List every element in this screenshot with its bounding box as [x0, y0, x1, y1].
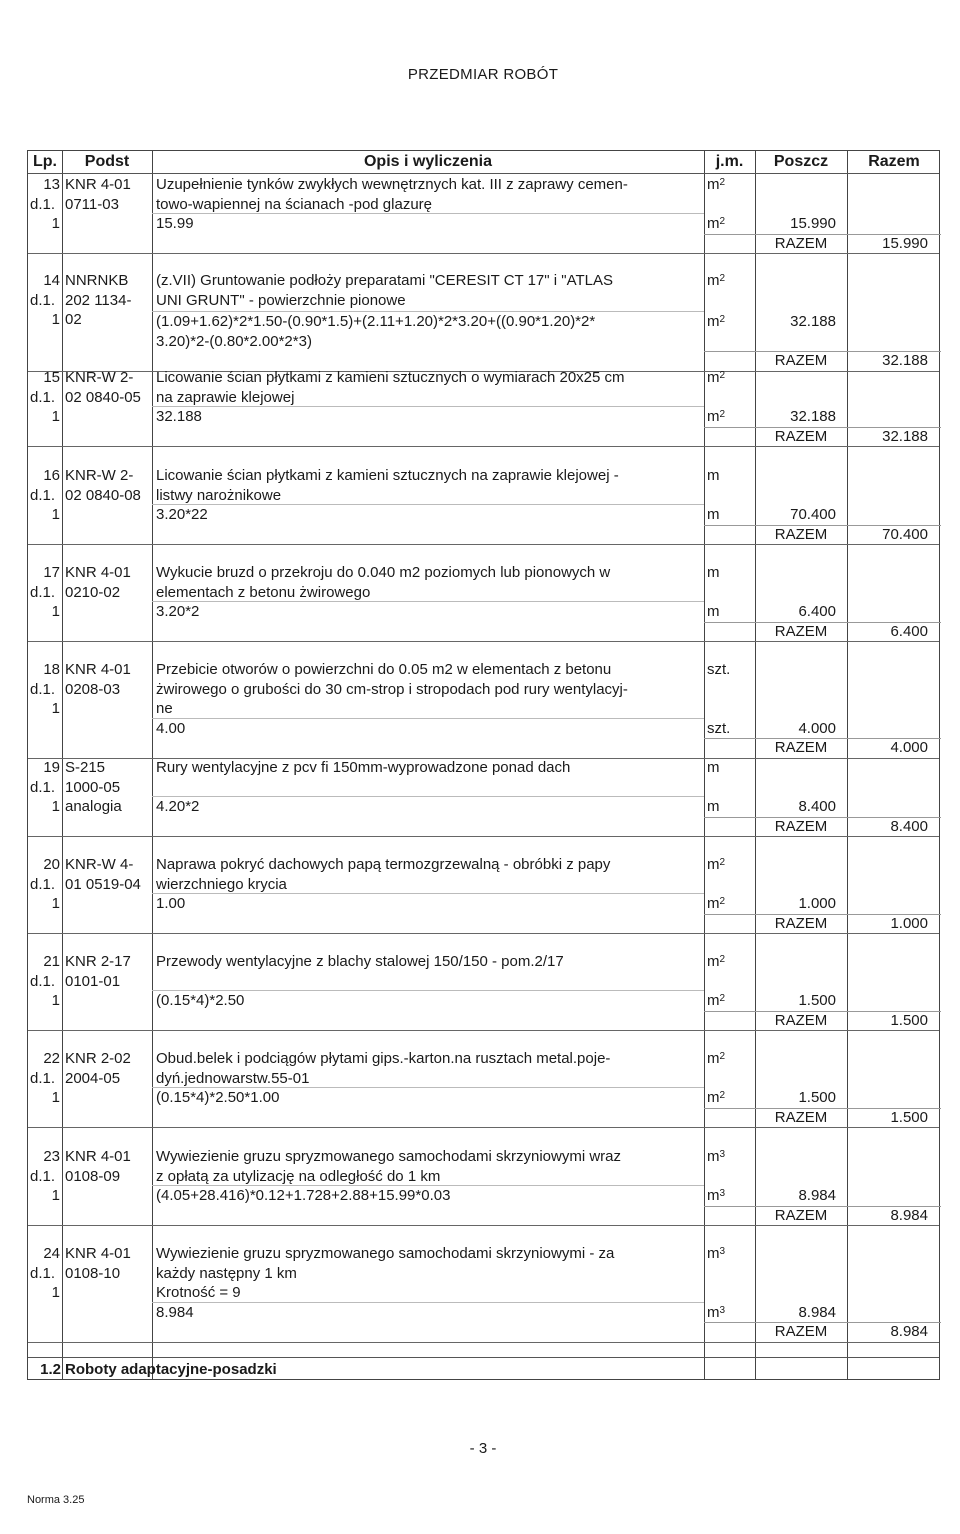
row-number: 20: [43, 856, 60, 873]
partial-quantity: 1.000: [798, 895, 836, 912]
row-rule: [28, 446, 939, 447]
calc-unit-exponent: 2: [719, 896, 726, 907]
calc-unit-label: [707, 312, 725, 331]
razem-separator: [704, 234, 941, 235]
razem-label: RAZEM: [774, 622, 828, 640]
razem-label: RAZEM: [774, 1323, 828, 1340]
podst-line: KNR 4-01: [65, 661, 131, 678]
razem-separator: [704, 622, 941, 623]
razem-label: RAZEM: [774, 234, 828, 252]
description-line: dyń.jednowarstw.55-01: [156, 1069, 310, 1087]
partial-quantity: 1.500: [798, 992, 836, 1009]
row-number: 19: [43, 759, 60, 776]
calc-unit-exponent: 2: [719, 409, 726, 420]
row-number: 14: [43, 272, 60, 289]
row-rule: [28, 1030, 939, 1031]
razem-value: 1.500: [890, 1108, 928, 1126]
header-razem: Razem: [868, 153, 920, 170]
calc-unit-text: m: [707, 313, 720, 330]
calc-unit-exponent: 2: [719, 216, 726, 227]
unit-text: m: [707, 1050, 720, 1067]
razem-label: RAZEM: [774, 1011, 828, 1029]
unit-exponent: 2: [719, 273, 726, 284]
podst-line: 202 1134-: [65, 291, 132, 309]
col-divider: [847, 151, 848, 1379]
podst-line: KNR-W 2-: [65, 369, 134, 386]
description-line: Obud.belek i podciągów płytami gips.-karton.na rusztach metal.poje-: [156, 1050, 611, 1067]
row-sub-number: 1: [51, 311, 60, 328]
calc-unit-text: m: [707, 603, 720, 620]
razem-value: 8.984: [890, 1206, 928, 1224]
description-line: (z.VII) Gruntowanie podłoży preparatami "CERESIT CT 17" i "ATLAS: [156, 272, 613, 289]
partial-quantity: 6.400: [798, 603, 836, 620]
calc-unit-label: [707, 991, 725, 1010]
calc-unit-label: [707, 407, 725, 426]
razem-separator: [704, 1206, 941, 1207]
calc-unit-exponent: 2: [719, 314, 726, 325]
row-sub-number: 1: [51, 1284, 60, 1301]
calc-unit-text: m: [707, 1187, 720, 1204]
calc-unit-text: m: [707, 798, 720, 815]
razem-separator: [704, 1322, 941, 1323]
section-number: 1.2: [40, 1361, 61, 1378]
calculation-line: 15.99: [156, 215, 194, 232]
calc-separator: [152, 1302, 704, 1303]
calculation-line: 3.20*22: [156, 506, 208, 523]
partial-quantity: 70.400: [790, 506, 836, 523]
description-line: Uzupełnienie tynków zwykłych wewnętrznych kat. III z zaprawy cemen-: [156, 176, 628, 193]
razem-separator: [704, 1108, 941, 1109]
razem-value: 32.188: [882, 352, 928, 369]
description-line: wierzchniego krycia: [156, 875, 287, 893]
unit-label: [707, 175, 725, 194]
row-rule: [28, 641, 939, 642]
row-rule: [28, 544, 939, 545]
calc-unit-exponent: 3: [719, 1304, 726, 1316]
row-rule: [28, 1127, 939, 1128]
header-jm: j.m.: [715, 153, 744, 170]
unit-label: [707, 1244, 725, 1263]
description-line: listwy narożnikowe: [156, 486, 282, 504]
partial-quantity: 15.990: [790, 215, 836, 232]
calc-separator: [152, 213, 704, 214]
row-number: 24: [43, 1245, 60, 1262]
col-divider: [704, 151, 705, 1379]
row-number: 17: [43, 564, 60, 581]
podst-line: 0208-03: [65, 680, 121, 698]
unit-label: [707, 1049, 725, 1068]
description-line: Krotność = 9: [156, 1284, 241, 1301]
razem-value: 8.984: [890, 1323, 928, 1340]
razem-label: RAZEM: [774, 739, 828, 756]
calc-unit-label: [707, 797, 720, 816]
razem-label: RAZEM: [774, 352, 828, 369]
podst-line: S-215: [65, 759, 106, 776]
partial-quantity: 8.984: [798, 1303, 836, 1321]
unit-exponent: 2: [719, 177, 726, 188]
description-line: towo-wapiennej na ścianach -pod glazurę: [156, 195, 433, 213]
row-sub-number: 1: [51, 603, 60, 620]
row-d-label: d.1.: [30, 583, 56, 601]
page-number: - 3 -: [469, 1440, 497, 1457]
podst-line: KNR 4-01: [65, 176, 131, 193]
row-d-label: d.1.: [30, 291, 56, 309]
unit-text: m: [707, 1148, 720, 1165]
calc-unit-text: m: [707, 215, 720, 232]
calc-separator: [152, 1185, 704, 1186]
row-number: 16: [43, 467, 60, 484]
podst-line: KNR-W 2-: [65, 467, 134, 484]
podst-line: 01 0519-04: [65, 875, 141, 893]
unit-label: [707, 952, 725, 971]
partial-quantity: 4.000: [798, 719, 836, 737]
row-d-label: d.1.: [30, 972, 56, 990]
header-podst: Podst: [84, 153, 130, 170]
podst-line: 2004-05: [65, 1069, 121, 1087]
razem-value: 4.000: [890, 739, 928, 756]
calc-unit-text: m: [707, 408, 720, 425]
razem-separator: [704, 525, 941, 526]
unit-text: m: [707, 856, 720, 873]
unit-label: [707, 466, 720, 485]
row-number: 13: [43, 176, 60, 193]
unit-label: [707, 758, 720, 777]
razem-separator: [704, 351, 941, 352]
calc-unit-label: [707, 719, 730, 738]
unit-label: [707, 855, 725, 874]
unit-text: m: [707, 272, 720, 289]
section-rule: [28, 1357, 939, 1358]
description-line: Przebicie otworów o powierzchni do 0.05 m2 w elementach z betonu: [156, 661, 612, 678]
unit-exponent: 3: [719, 1149, 726, 1160]
podst-line: 0711-03: [65, 195, 119, 213]
row-number: 23: [43, 1148, 60, 1165]
calc-unit-label: [707, 602, 720, 621]
header-lp: Lp.: [33, 153, 57, 170]
row-d-label: d.1.: [30, 486, 56, 504]
unit-text: m: [707, 467, 720, 484]
header-rule: [28, 173, 939, 174]
description-line: Wykucie bruzd o przekroju do 0.040 m2 poziomych lub pionowych w: [156, 564, 611, 581]
podst-line: NNRNKB: [65, 272, 129, 289]
col-divider: [152, 151, 153, 1379]
unit-label: [707, 563, 720, 582]
row-d-label: d.1.: [30, 1167, 56, 1185]
row-d-label: d.1.: [30, 1264, 56, 1282]
calc-unit-text: m: [707, 1303, 720, 1321]
calc-unit-text: m: [707, 1089, 720, 1106]
description-line: każdy następny 1 km: [156, 1264, 297, 1282]
calc-separator: [152, 601, 704, 602]
podst-line: 1000-05: [65, 778, 121, 796]
calculation-line: (4.05+28.416)*0.12+1.728+2.88+15.99*0.03: [156, 1187, 451, 1204]
row-sub-number: 1: [51, 895, 60, 912]
unit-text: m: [707, 369, 720, 386]
unit-text: m: [707, 759, 720, 776]
description-line: elementach z betonu żwirowego: [156, 583, 371, 601]
podst-line: 0108-10: [65, 1264, 121, 1282]
podst-line: KNR 4-01: [65, 1245, 131, 1262]
calc-unit-text: szt.: [707, 719, 731, 737]
description-line: Rury wentylacyjne z pcv fi 150mm-wyprowadzone ponad dach: [156, 759, 571, 776]
razem-value: 8.400: [890, 817, 928, 835]
podst-line: KNR-W 4-: [65, 856, 134, 873]
partial-quantity: 32.188: [790, 313, 836, 330]
razem-label: RAZEM: [774, 817, 828, 835]
podst-line: 02: [65, 311, 82, 328]
calculation-line: 3.20*2: [156, 603, 200, 620]
partial-quantity: 8.400: [798, 798, 836, 815]
calc-unit-label: [707, 1088, 725, 1107]
podst-line: 0108-09: [65, 1167, 121, 1185]
calculation-line: 4.20*2: [156, 798, 200, 815]
razem-value: 1.500: [890, 1011, 928, 1029]
description-line: z opłatą za utylizację na odległość do 1 km: [156, 1167, 441, 1185]
row-number: 18: [43, 661, 60, 678]
row-rule: [28, 253, 939, 254]
calc-separator: [152, 406, 704, 407]
unit-label: [707, 368, 725, 387]
col-divider: [62, 151, 63, 1379]
description-line: żwirowego o grubości do 30 cm-strop i stropodach pod rury wentylacyj-: [156, 680, 628, 698]
razem-value: 6.400: [890, 622, 928, 640]
description-line: Licowanie ścian płytkami z kamieni sztucznych na zaprawie klejowej -: [156, 467, 619, 484]
row-sub-number: 1: [51, 215, 60, 232]
podst-line: KNR 2-17: [65, 953, 131, 970]
row-sub-number: 1: [51, 408, 60, 425]
calc-unit-label: [707, 214, 725, 233]
description-line: ne: [156, 700, 173, 717]
unit-label: [707, 271, 725, 290]
razem-label: RAZEM: [774, 914, 828, 932]
description-line: Licowanie ścian płytkami z kamieni sztucznych o wymiarach 20x25 cm: [156, 369, 625, 386]
row-d-label: d.1.: [30, 388, 56, 406]
podst-line: KNR 2-02: [65, 1050, 131, 1067]
unit-text: m: [707, 564, 720, 581]
row-d-label: d.1.: [30, 680, 56, 698]
row-rule: [28, 1225, 939, 1226]
podst-line: 02 0840-05: [65, 388, 141, 406]
section-title: Roboty adaptacyjne-posadzki: [65, 1361, 277, 1378]
podst-line: 0101-01: [65, 972, 121, 990]
razem-separator: [704, 427, 941, 428]
calculation-line: 8.984: [156, 1303, 194, 1321]
row-d-label: d.1.: [30, 1069, 56, 1087]
calc-unit-text: m: [707, 506, 720, 523]
razem-label: RAZEM: [774, 1108, 828, 1126]
description-line: Przewody wentylacyjne z blachy stalowej 150/150 - pom.2/17: [156, 953, 564, 970]
row-d-label: d.1.: [30, 778, 56, 796]
row-rule: [28, 1342, 939, 1343]
podst-line: KNR 4-01: [65, 564, 131, 581]
description-line: Wywiezienie gruzu spryzmowanego samochodami skrzyniowymi wraz: [156, 1148, 622, 1165]
unit-text: m: [707, 1245, 720, 1262]
razem-label: RAZEM: [774, 427, 828, 445]
row-number: 21: [43, 953, 60, 970]
calc-unit-label: [707, 505, 720, 524]
unit-exponent: 2: [719, 857, 726, 868]
calculation-line: (0.15*4)*2.50: [156, 992, 245, 1009]
partial-quantity: 8.984: [798, 1187, 836, 1204]
row-sub-number: 1: [51, 992, 60, 1009]
partial-quantity: 32.188: [790, 408, 836, 425]
calc-unit-text: m: [707, 895, 720, 912]
row-sub-number: 1: [51, 1089, 60, 1106]
podst-line: 02 0840-08: [65, 486, 141, 504]
cost-table: [27, 150, 940, 1380]
unit-exponent: 2: [719, 954, 726, 965]
calculation-line: 3.20)*2-(0.80*2.00*2*3): [156, 332, 312, 350]
calc-separator: [152, 718, 704, 719]
razem-value: 1.000: [890, 914, 928, 932]
row-rule: [28, 836, 939, 837]
row-sub-number: 1: [51, 1187, 60, 1204]
unit-text: szt.: [707, 661, 731, 678]
partial-quantity: 1.500: [798, 1089, 836, 1106]
razem-separator: [704, 914, 941, 915]
calc-unit-exponent: 2: [719, 1090, 726, 1101]
row-sub-number: 1: [51, 506, 60, 523]
row-sub-number: 1: [51, 700, 60, 717]
unit-label: [707, 1147, 725, 1166]
description-line: Wywiezienie gruzu spryzmowanego samochodami skrzyniowymi - za: [156, 1245, 615, 1262]
unit-text: m: [707, 176, 720, 193]
unit-exponent: 2: [719, 1051, 726, 1062]
calc-separator: [152, 990, 704, 991]
unit-exponent: 3: [719, 1246, 726, 1257]
calc-unit-exponent: 3: [719, 1188, 726, 1199]
page-title: PRZEDMIAR ROBÓT: [407, 66, 559, 83]
razem-label: RAZEM: [774, 1206, 828, 1224]
row-number: 15: [43, 369, 60, 386]
razem-value: 15.990: [882, 234, 928, 252]
header-opis: Opis i wyliczenia: [363, 153, 493, 170]
unit-label: [707, 660, 730, 679]
unit-text: m: [707, 953, 720, 970]
podst-line: 0210-02: [65, 583, 121, 601]
header-poszcz: Poszcz: [773, 153, 829, 170]
calc-unit-exponent: 2: [719, 993, 726, 1004]
calc-separator: [152, 893, 704, 894]
footer-note: Norma 3.25: [27, 1494, 85, 1506]
razem-value: 70.400: [882, 525, 928, 543]
calc-unit-label: [707, 1186, 725, 1205]
description-line: na zaprawie klejowej: [156, 388, 295, 406]
unit-exponent: 2: [719, 370, 726, 381]
description-line: UNI GRUNT" - powierzchnie pionowe: [156, 291, 406, 309]
podst-line: analogia: [65, 798, 122, 815]
calc-separator: [152, 311, 704, 312]
row-d-label: d.1.: [30, 875, 56, 893]
calc-unit-text: m: [707, 992, 720, 1009]
calc-unit-label: [707, 1303, 725, 1322]
row-rule: [28, 933, 939, 934]
calc-separator: [152, 1087, 704, 1088]
calc-separator: [152, 796, 704, 797]
podst-line: KNR 4-01: [65, 1148, 131, 1165]
row-d-label: d.1.: [30, 195, 56, 213]
row-number: 22: [43, 1050, 60, 1067]
calc-separator: [152, 504, 704, 505]
razem-separator: [704, 738, 941, 739]
calculation-line: 32.188: [156, 408, 202, 425]
calculation-line: 1.00: [156, 895, 186, 912]
calculation-line: 4.00: [156, 719, 186, 737]
row-sub-number: 1: [51, 798, 60, 815]
razem-label: RAZEM: [774, 525, 828, 543]
calculation-line: (0.15*4)*2.50*1.00: [156, 1089, 280, 1106]
calc-unit-label: [707, 894, 725, 913]
calculation-line: (1.09+1.62)*2*1.50-(0.90*1.5)+(2.11+1.20)*2*3.20+((0.90*1.20)*2*: [156, 313, 596, 330]
razem-separator: [704, 1011, 941, 1012]
razem-value: 32.188: [882, 427, 928, 445]
description-line: Naprawa pokryć dachowych papą termozgrzewalną - obróbki z papy: [156, 856, 611, 873]
razem-separator: [704, 817, 941, 818]
